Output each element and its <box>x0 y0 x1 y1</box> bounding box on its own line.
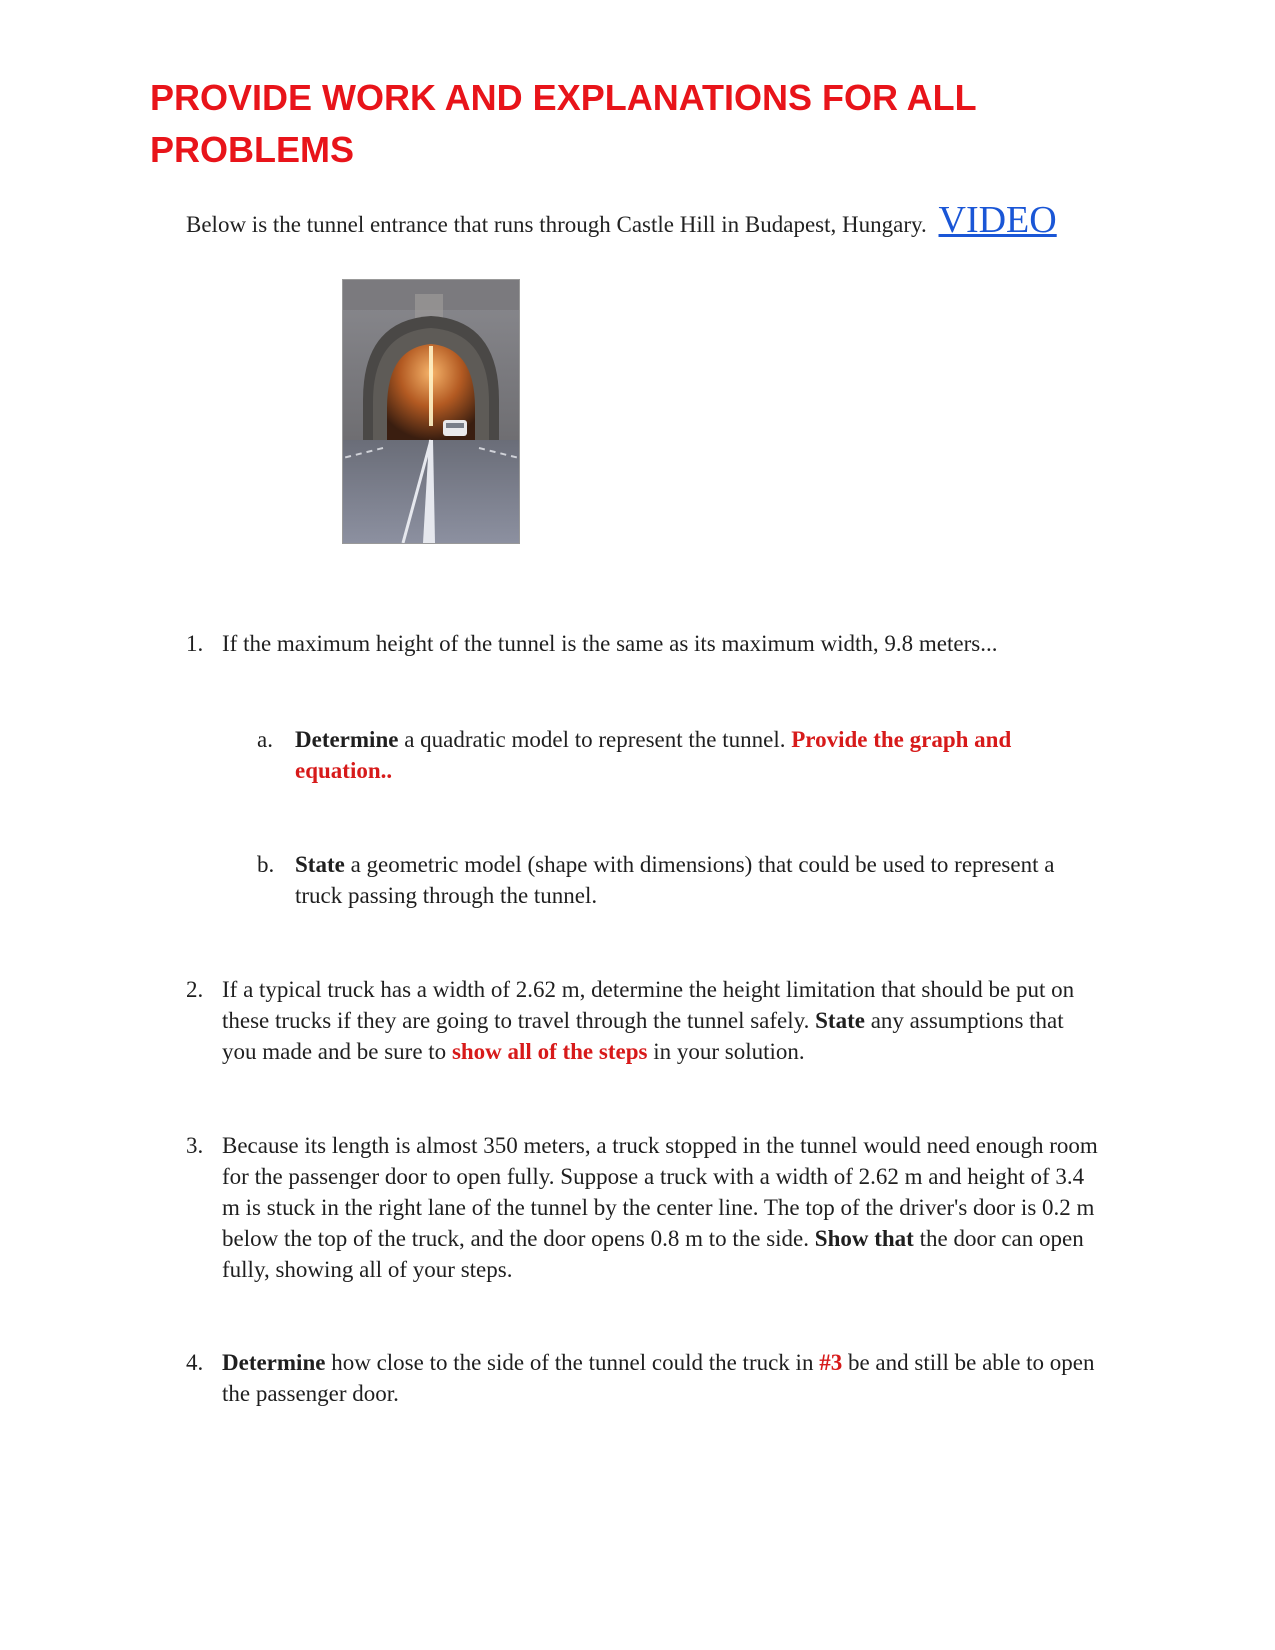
part-verb: Determine <box>295 727 399 752</box>
part-letter: b. <box>257 852 275 877</box>
question-1a <box>257 724 1095 786</box>
question-emphasis: show all of the steps <box>451 1039 648 1064</box>
question-number: 3. <box>186 1133 204 1158</box>
intro-text: Below is the tunnel entrance that runs through Castle Hill in Budapest, Hungary. <box>186 212 927 237</box>
question-verb: Show that <box>814 1226 914 1251</box>
question-emphasis: #3 <box>819 1350 843 1375</box>
video-link[interactable]: VIDEO <box>938 199 1057 241</box>
part-verb: State <box>295 852 345 877</box>
question-number: 4. <box>186 1350 204 1375</box>
question-verb: State <box>815 1008 865 1033</box>
question-number: 2. <box>186 977 204 1002</box>
part-letter: a. <box>257 727 273 752</box>
question-text: how close to the side of the tunnel could the truck in <box>325 1350 820 1375</box>
question-1 <box>186 628 1102 659</box>
question-text: the door can open fully, showing all of your steps. <box>222 1226 1084 1282</box>
page-heading: PROVIDE WORK AND EXPLANATIONS FOR ALL PROBLEMS <box>150 77 977 170</box>
question-text: in your solution. <box>647 1039 805 1064</box>
question-3 <box>186 1130 1102 1285</box>
question-verb: Determine <box>222 1350 326 1375</box>
question-text: If a typical truck has a width of 2.62 m, determine the height limitation that should be put on these trucks if they are going to travel through the tunnel safely. <box>222 977 1075 1033</box>
question-1b <box>257 849 1095 911</box>
question-text: Because its length is almost 350 meters, a truck stopped in the tunnel would need enough room for the passenger door to open fully. Suppose a truck with a width of 2.62 m and height of 3.4 m is stuck in the right lane of the tunnel by the center line. The top of the driver's door is 0.2 m below the top of the truck, and the door opens 0.8 m to the side. <box>222 1133 1098 1251</box>
question-text: If the maximum height of the tunnel is the same as its maximum width, 9.8 meters... <box>222 631 998 656</box>
part-text: a quadratic model to represent the tunnel. <box>398 727 792 752</box>
question-text: be and still be able to open the passenger door. <box>222 1350 1095 1406</box>
part-emphasis: Provide the graph and equation.. <box>295 727 1012 783</box>
tunnel-entrance-photo <box>342 279 520 544</box>
question-4 <box>186 1347 1102 1409</box>
question-number: 1. <box>186 631 204 656</box>
intro-line <box>186 198 1057 242</box>
part-text: a geometric model (shape with dimensions) that could be used to represent a truck passing through the tunnel. <box>295 852 1055 908</box>
question-2 <box>186 974 1102 1067</box>
question-text: any assumptions that you made and be sure to <box>222 1008 1064 1064</box>
